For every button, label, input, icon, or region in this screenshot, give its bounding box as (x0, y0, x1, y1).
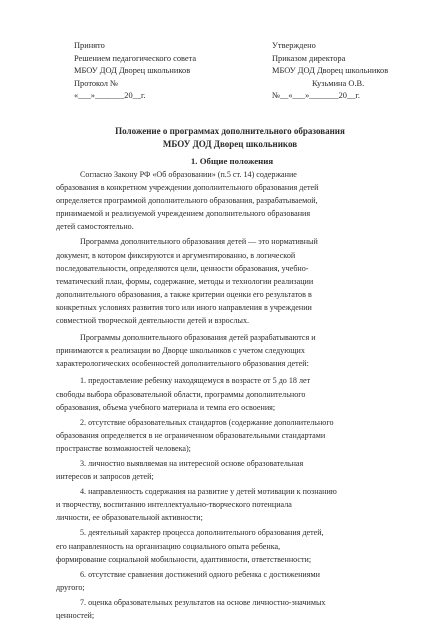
paragraph-line: дополнительного образования, а также критерии оценки его результатов в (56, 289, 312, 299)
paragraph-line: образования определяется в не ограниченном образовательными стандартами (56, 430, 326, 440)
paragraph-line: характерологических особенностей дополнительного образования детей: (56, 359, 309, 369)
paragraph-line: совместной творческой деятельности детей и взрослых. (56, 316, 250, 326)
paragraph-line: 2. отсутствие образовательных стандартов (содержание дополнительного (80, 417, 334, 427)
paragraph-line: ценностей; (56, 611, 95, 620)
approval-left-line: Решением педагогического совета (74, 53, 197, 63)
paragraph-line: принимаемой и реализуемой учреждением дополнительного образования (56, 209, 311, 219)
paragraph-line: образования, объема учебного материала и темпа его освоения; (56, 402, 276, 412)
paragraph-line: последовательности, определяются цели, ценности образования, учебно- (56, 263, 309, 273)
paragraph-line: 5. деятельный характер процесса дополнительного образования детей, (80, 528, 324, 538)
paragraph-line: интересов и запросов детей; (56, 472, 154, 482)
paragraph-line: свободы выбора образовательной области, программы дополнительного (56, 389, 306, 399)
paragraph-line: 4. направленность содержания на развитие у детей мотивации к познанию (80, 487, 337, 497)
paragraph-line: 7. оценка образовательных результатов на основе личностно-значимых (80, 597, 326, 607)
approval-block-right (272, 40, 420, 103)
approval-left-line: МБОУ ДОД Дворец школьников (74, 66, 191, 75)
paragraph-line: и творчеству, воспитанию интеллектуально-творческого потенциала (56, 500, 292, 510)
paragraph (56, 568, 408, 594)
approval-right-line: Утверждено (272, 41, 316, 50)
paragraph-line: принимаются к реализации во Дворце школьников с учетом следующих (56, 346, 305, 356)
section-heading: 1. Общие положения (190, 156, 274, 166)
approval-block-left (74, 40, 244, 103)
paragraph-line: определяется программой дополнительного образования, разрабатываемой, (56, 196, 318, 206)
paragraph-line: его направленность на организацию социального опыта ребенка, (56, 541, 281, 551)
paragraph (56, 374, 408, 413)
paragraph-line: Программы дополнительного образования детей разрабатываются и (80, 333, 316, 343)
approval-left-line: Протокол № (74, 78, 119, 88)
title-line: МБОУ ДОД Дворец школьников (162, 139, 298, 149)
paragraph-line: Согласно Закону РФ «Об образовании» (п.5 ст. 14) содержание (80, 170, 297, 179)
paragraph-line: личности, ее образовательной активности; (56, 513, 203, 523)
paragraph-line: 1. предоставление ребенку находящемуся в возрасте от 5 до 18 лет (80, 376, 311, 386)
paragraph-line: пространстве возможностей человека); (56, 443, 191, 453)
paragraph-line: конкретных условиях развития того или иного направления в учреждении (56, 302, 312, 312)
paragraph-line: детей самостоятельно. (56, 222, 134, 232)
title-line: Положение о программах дополнительного образования (115, 126, 345, 136)
approval-left-line: Принято (74, 41, 105, 50)
paragraph-line: другого; (56, 582, 85, 592)
approval-right-line: Приказом директора (272, 53, 346, 63)
document-body (56, 168, 408, 624)
approval-left-line: «___»_______20__г. (74, 91, 146, 100)
paragraph (56, 416, 408, 455)
paragraph-line: тематический план, формы, содержание, методы и технологии реализации (56, 276, 314, 286)
paragraph (56, 235, 408, 327)
paragraph-line: 3. личностно выявляемая на интересной основе образовательная (80, 458, 304, 468)
approval-right-line: №__«___»_______20__г. (272, 91, 360, 100)
document-title (60, 125, 400, 151)
paragraph-line: Программа дополнительного образования детей — это нормативный (80, 237, 318, 247)
paragraph (56, 457, 408, 483)
approval-right-line: Кузьмина О.В. (312, 78, 365, 88)
approval-right-line: МБОУ ДОД Дворец школьников (272, 66, 389, 75)
paragraph (56, 526, 408, 565)
paragraph-line: образования в конкретном учреждении дополнительного образования детей (56, 183, 319, 193)
paragraph (56, 331, 408, 370)
paragraph-line: 6. отсутствие сравнения достижений одного ребенка с достижениями (80, 569, 320, 579)
paragraph (56, 168, 408, 233)
paragraph (56, 485, 408, 524)
paragraph-line: документ, в котором фиксируются и аргументированно, в логической (56, 250, 296, 260)
paragraph-line: формирование социальной мобильности, адаптивности, ответственности; (56, 554, 312, 564)
